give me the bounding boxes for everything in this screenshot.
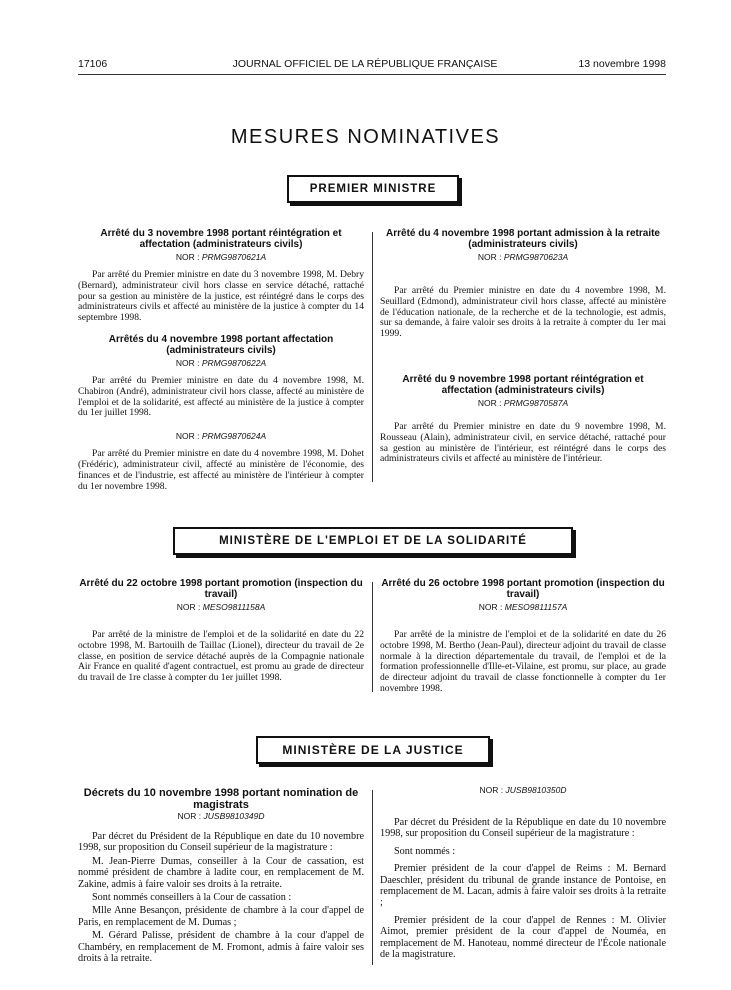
main-title: MESURES NOMINATIVES [230, 126, 501, 148]
article-paragraph: Premier président de la cour d'appel de Reims : M. Bernard Daeschler, président du tribunal de grande instance de Pontoise, en remplacement de M. Lacan, admis à faire valoir ses droits à la retraite ; [380, 863, 666, 909]
nor-line [78, 358, 364, 368]
article [78, 228, 364, 324]
nor-label: NOR : [477, 252, 502, 262]
article-paragraph: Par décret du Président de la République en date du 10 novembre 1998, sur proposition du Conseil supérieur de la magistrature : [78, 831, 364, 854]
article-text: Par arrêté de la ministre de l'emploi et de la solidarité en date du 26 octobre 1998, M. Bertho (Jean-Paul), directeur adjoint du travail de classe normale à la direction départementale du travail, de l'emploi et de la formation professionnelle d'Ille-et-Vilaine, est promu, sur place, au grade de directeur adjoint du travail de classe fonctionnelle à compter du 1er novembre 1998. [380, 629, 666, 694]
header-date: 13 novembre 1998 [578, 58, 666, 70]
article-paragraph: Par décret du Président de la République en date du 10 novembre 1998, sur proposition du Conseil supérieur de la magistrature : [380, 817, 666, 840]
article-text: Par arrêté de la ministre de l'emploi et de la solidarité en date du 22 octobre 1998, M. Bartouilh de Taillac (Lionel), directeur du travail de 2e classe, en position de service détaché auprès de la Compagnie nationale Air France en qualité d'agent contractuel, est promu au grade de directeur du travail de 1re classe à compter du 1er juillet 1998. [78, 629, 364, 684]
article [380, 228, 666, 340]
article-text: Par arrêté du Premier ministre en date du 9 novembre 1998, M. Rousseau (Alain), administrateur civil, en service détaché, rattaché pour sa gestion au ministère de l'intérieur, est réintégré dans le corps des administrateurs civils et affecté au ministère de l'intérieur. [380, 420, 666, 465]
nor-label: NOR : [175, 252, 200, 262]
section-heading-premier-ministre: PREMIER MINISTRE [287, 175, 459, 203]
article-title: Arrêté du 26 octobre 1998 portant promotion (inspection du travail) [381, 578, 665, 600]
article-text: Par arrêté du Premier ministre en date du 4 novembre 1998, M. Dohet (Frédéric), administrateur civil, affecté au ministère de l'économie, des finances et de l'industrie, est affecté au ministère de l'intérieur à compter du 1er novembre 1998. [78, 448, 364, 492]
nor-code: JUSB9810350D [505, 785, 567, 795]
nor-label: NOR : [177, 811, 202, 821]
nor-line [380, 785, 666, 795]
nor-code: MESO9811158A [202, 602, 266, 612]
section-heading-emploi-solidarite: MINISTÈRE DE L'EMPLOI ET DE LA SOLIDARITÉ [173, 527, 573, 555]
article-title: Arrêté du 22 octobre 1998 portant promotion (inspection du travail) [79, 578, 363, 600]
nor-line [380, 252, 666, 262]
article-title: Arrêtés du 4 novembre 1998 portant affectation (administrateurs civils) [108, 333, 334, 356]
nor-line [78, 431, 364, 441]
nor-line [78, 811, 364, 821]
article-paragraph: M. Gérard Palisse, président de chambre à la cour d'appel de Chambéry, en remplacement de M. Fromont, admis à faire valoir ses droits à la retraite. [78, 930, 364, 965]
article-title: Arrêté du 4 novembre 1998 portant admission à la retraite (administrateurs civils) [386, 228, 660, 250]
nor-code: MESO9811157A [504, 602, 568, 612]
section1-left-column [78, 228, 364, 492]
section3-right-column [380, 785, 666, 962]
article-text: Par arrêté du Premier ministre en date du 4 novembre 1998, M. Seuillard (Edmond), administrateur civil hors classe, affecté au ministère de l'éducation nationale, de la recherche et de la technologie, est admis, sur sa demande, à faire valoir ses droits à la retraite à compter du 1er mai 1999. [380, 285, 666, 340]
article-paragraph: Premier président de la cour d'appel de Rennes : M. Olivier Aimot, premier président de la cour d'appel de Nouméa, en remplacement de M. Hanoteau, nommé directeur de l'École nationale de la magistrature. [380, 914, 666, 961]
article-paragraph: M. Jean-Pierre Dumas, conseiller à la Cour de cassation, est nommé président de chambre à ladite cour, en remplacement de M. Zakine, admis à faire valoir ses droits à la retraite. [78, 855, 364, 890]
page-number: 17106 [78, 58, 108, 70]
article [78, 334, 364, 419]
nor-line [380, 602, 666, 612]
nor-code: PRMG9870624A [201, 431, 267, 442]
article-paragraph: Sont nommés conseillers à la Cour de cassation : [92, 892, 292, 904]
section-heading-justice: MINISTÈRE DE LA JUSTICE [256, 736, 490, 764]
nor-label: NOR : [175, 357, 200, 368]
section1-right-column [380, 228, 666, 465]
nor-label: NOR : [176, 602, 201, 612]
nor-code: PRMG9870587A [503, 397, 569, 408]
article [78, 431, 364, 492]
article-title: Décrets du 10 novembre 1998 portant nomination de magistrats [83, 787, 359, 811]
column-divider [372, 582, 373, 692]
section3-left-column [78, 787, 364, 966]
nor-label: NOR : [479, 785, 504, 795]
nor-code: PRMG9870623A [503, 252, 569, 262]
article-title: Arrêté du 3 novembre 1998 portant réintégration et affectation (administrateurs civils) [100, 228, 342, 250]
article-text: Par arrêté du Premier ministre en date du 3 novembre 1998, M. Debry (Bernard), administrateur civil hors classe en service détaché, rattaché pour sa gestion au ministère de la justice, est réintégré dans le corps des administrateurs civils et affecté au ministère de la justice à compter du 14 septembre 1998. [78, 269, 364, 324]
article-paragraph: Sont nommés : [394, 845, 456, 857]
article-text: Par arrêté du Premier ministre en date du 4 novembre 1998, M. Chabiron (André), administrateur civil hors classe, affecté au ministère de l'emploi et de la solidarité, est affecté au ministère de la justice à compter du 1er juillet 1998. [78, 374, 364, 419]
nor-line [380, 398, 666, 408]
nor-line [78, 602, 364, 612]
nor-code: PRMG9870622A [201, 357, 267, 368]
header-rule [78, 74, 666, 75]
article [380, 374, 666, 465]
column-divider [372, 790, 373, 965]
nor-label: NOR : [478, 602, 503, 612]
nor-line [78, 252, 364, 262]
nor-code: JUSB9810349D [203, 811, 265, 821]
section2-left-column [78, 578, 364, 684]
article-title: Arrêté du 9 novembre 1998 portant réintégration et affectation (administrateurs civils) [402, 373, 644, 396]
nor-label: NOR : [175, 431, 200, 442]
journal-title: JOURNAL OFFICIEL DE LA RÉPUBLIQUE FRANÇAISE [232, 58, 498, 70]
nor-code: PRMG9870621A [201, 252, 267, 262]
section2-right-column [380, 578, 666, 695]
article-paragraph: Mlle Anne Besançon, présidente de chambre à la cour d'appel de Paris, en remplacement de M. Dumas ; [78, 905, 364, 928]
nor-label: NOR : [477, 397, 502, 408]
column-divider [372, 232, 373, 482]
